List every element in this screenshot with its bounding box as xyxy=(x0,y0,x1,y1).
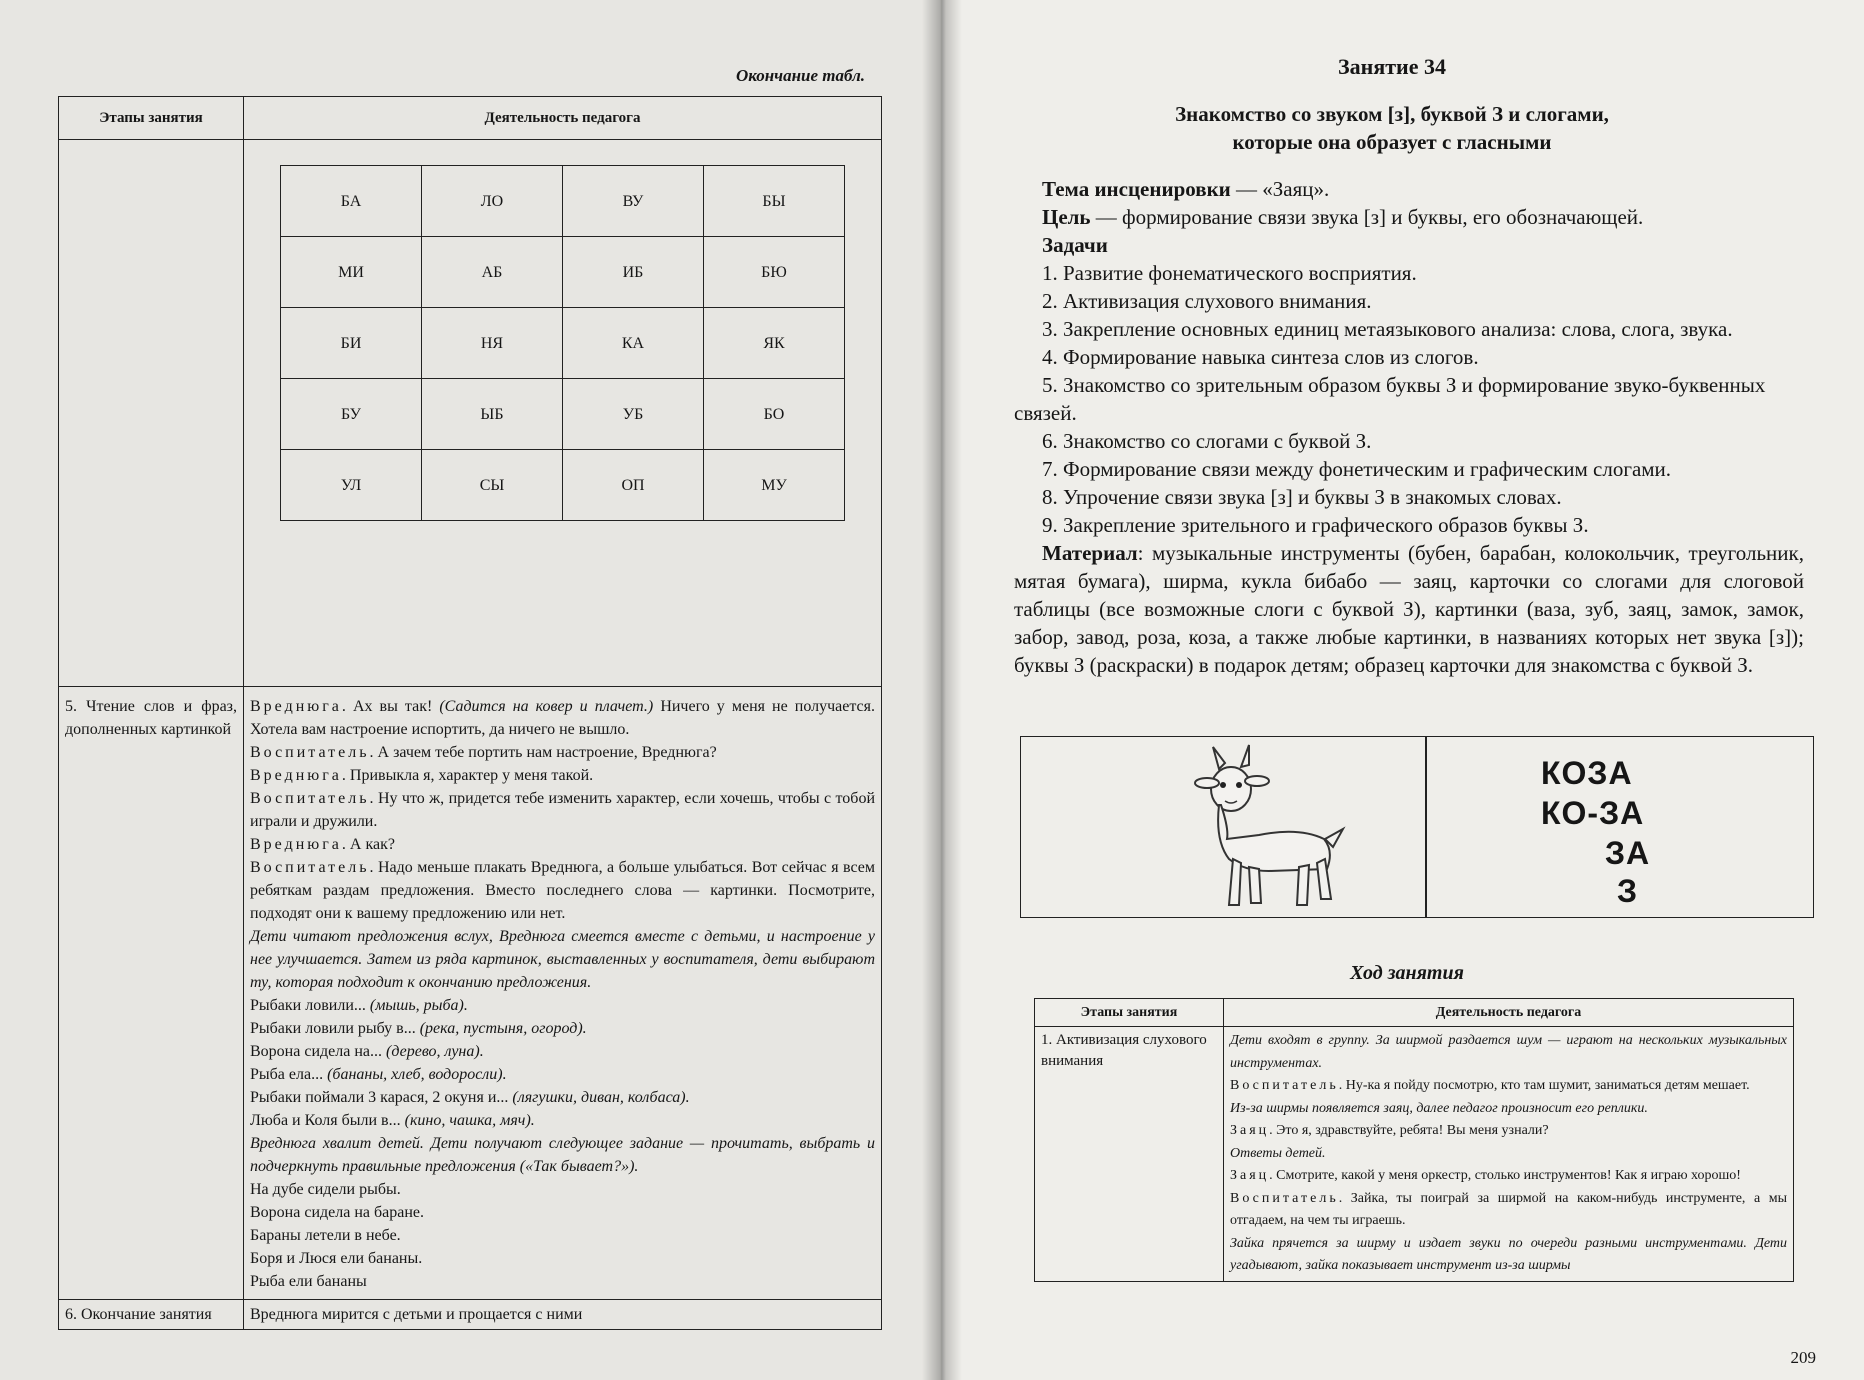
header-stages: Этапы занятия xyxy=(59,97,244,140)
sentence: Боря и Люся ели бананы. xyxy=(250,1250,423,1267)
lesson-subtitle-1: Знакомство со звуком [з], буквой З и слогами, xyxy=(1175,102,1609,126)
letter-card xyxy=(1020,736,1814,918)
course-heading: Ход занятия xyxy=(1350,962,1464,984)
stage6-text: Вреднюга мирится с детьми и прощается с ними xyxy=(244,1300,882,1330)
goal-value: — формирование связи звука [з] и буквы, его обозначающей. xyxy=(1090,205,1644,229)
task-item: 1. Развитие фонематического восприятия. xyxy=(1042,261,1417,285)
speech: . Ну-ка я пойду посмотрю, кто там шумит, заниматься детям мешает. xyxy=(1338,1078,1750,1093)
task-item: 9. Закрепление зрительного и графического образов буквы З. xyxy=(1042,513,1589,537)
syllable-cell: БЫ xyxy=(704,166,845,237)
speaker: Заяц xyxy=(1230,1168,1270,1183)
sentence xyxy=(250,1086,875,1109)
italic-note-1: Дети читают предложения вслух, Вреднюга смеется вместе с детьми, и настроение у нее улучшается. Затем из ряда картинок, выставленных у воспитателя, дети выбирают ту, которая подходит к окончанию предложения. xyxy=(250,928,875,991)
lesson-table-right xyxy=(1034,998,1794,1282)
stage-direction: (Садится на ковер и плачет.) xyxy=(439,698,654,715)
speaker: Воспитатель xyxy=(1230,1078,1339,1093)
task-item: 2. Активизация слухового внимания. xyxy=(1042,289,1372,313)
card-word-1: КОЗА xyxy=(1541,755,1633,791)
speech: . А как? xyxy=(341,836,395,853)
stage1-line-4 xyxy=(1230,1188,1787,1233)
stage1-activity xyxy=(1224,1027,1794,1282)
speech: . Ах вы так! xyxy=(341,698,440,715)
sentence xyxy=(250,1017,875,1040)
sentence-text: Рыбаки ловили рыбу в... xyxy=(250,1020,416,1037)
syllable-cell: БИ xyxy=(281,308,422,379)
card-word-3: ЗА xyxy=(1605,835,1651,871)
goat-eye-right xyxy=(1236,782,1242,788)
sentence xyxy=(250,1063,875,1086)
speech: . Смотрите, какой у меня оркестр, столько инструментов! Как я играю хорошо! xyxy=(1269,1168,1741,1183)
activity-cell-grid xyxy=(244,140,882,687)
sentence-options: (мышь, рыба). xyxy=(369,997,468,1014)
lesson-body xyxy=(1014,175,1804,679)
card-word-4: З xyxy=(1617,873,1639,909)
goal-label: Цель xyxy=(1042,205,1091,229)
speaker: Воспитатель xyxy=(1230,1190,1339,1206)
goal-line xyxy=(1014,203,1804,231)
syllable-cell: АБ xyxy=(422,237,563,308)
card-divider xyxy=(1425,737,1427,917)
syllable-row xyxy=(281,166,845,237)
lesson-subtitle-2: которые она образует с гласными xyxy=(1232,130,1552,154)
dialogue-line xyxy=(250,833,875,856)
right-page xyxy=(942,0,1864,1380)
syllable-cell: ОП xyxy=(563,450,704,521)
task-item: 7. Формирование связи между фонетическим и графическим слогами. xyxy=(1042,457,1672,481)
table-row-stage6 xyxy=(59,1300,882,1330)
speaker: Воспитатель xyxy=(250,744,370,761)
speaker: Воспитатель xyxy=(250,859,370,876)
speaker: Воспитатель xyxy=(250,790,370,807)
page-number: 209 xyxy=(1790,1348,1816,1367)
speech: . Это я, здравствуйте, ребята! Вы меня узнали? xyxy=(1269,1123,1549,1138)
speech: . Надо меньше плакать Вреднюга, а больше улыбаться. Вот сейчас я всем ребяткам раздам предложения. Вместо последнего слова — картинки. Посмотрите, подходят они к вашему предложению или нет. xyxy=(250,859,875,922)
theme-label: Тема инсценировки xyxy=(1042,177,1231,201)
sentence-text: Рыба ела... xyxy=(250,1066,324,1083)
sentence xyxy=(250,1109,875,1132)
table-row-stage1 xyxy=(1035,1027,1794,1282)
stage1-line-1 xyxy=(1230,1075,1787,1098)
sentence-text: Люба и Коля были в... xyxy=(250,1112,401,1129)
dialogue-lines xyxy=(250,695,875,925)
sentences-group-2 xyxy=(250,1178,875,1293)
lesson-title: Занятие 34 xyxy=(1338,54,1446,79)
syllable-cell: ИБ xyxy=(563,237,704,308)
stage-cell-empty xyxy=(59,140,244,687)
syllable-row xyxy=(281,379,845,450)
sentence-options: (река, пустыня, огород). xyxy=(419,1020,587,1037)
sentence xyxy=(250,994,875,1017)
syllable-cell: ЯК xyxy=(704,308,845,379)
theme-value: — «Заяц». xyxy=(1230,177,1330,201)
speech: . Привыкла я, характер у меня такой. xyxy=(341,767,594,784)
goat-eye-left xyxy=(1220,782,1226,788)
sentence-text: Рыбаки ловили... xyxy=(250,997,366,1014)
header-activity: Деятельность педагога xyxy=(1224,999,1794,1027)
syllable-row xyxy=(281,308,845,379)
stage1-note-3: Ответы детей. xyxy=(1230,1145,1326,1161)
card-word-2: КО-ЗА xyxy=(1541,795,1645,831)
sentence-text: Ворона сидела на... xyxy=(250,1043,382,1060)
header-stages: Этапы занятия xyxy=(1035,999,1224,1027)
task-item: 4. Формирование навыка синтеза слов из слогов. xyxy=(1042,345,1479,369)
stage1-note-1: Дети входят в группу. За ширмой раздается шум — играют на нескольких музыкальных инструментах. xyxy=(1230,1033,1787,1071)
speaker: Вреднюга xyxy=(250,698,342,715)
stage1-note-2: Из-за ширмы появляется заяц, далее педагог произносит его реплики. xyxy=(1230,1100,1648,1116)
stage1-title: 1. Активизация слухового внимания xyxy=(1035,1027,1224,1282)
sentence: Бараны летели в небе. xyxy=(250,1227,401,1244)
syllable-cell: БА xyxy=(281,166,422,237)
syllable-row xyxy=(281,450,845,521)
dialogue-line xyxy=(250,695,875,741)
syllable-cell: БУ xyxy=(281,379,422,450)
syllable-cell: СЫ xyxy=(422,450,563,521)
sentence: Ворона сидела на баране. xyxy=(250,1204,424,1221)
syllable-cell: КА xyxy=(563,308,704,379)
dialogue-line xyxy=(250,787,875,833)
speech: . Зайка, ты поиграй за ширмой на каком-нибудь инструменте, а мы отгадаем, на чем ты играешь. xyxy=(1230,1190,1787,1228)
task-item: 6. Знакомство со слогами с буквой З. xyxy=(1042,429,1372,453)
speaker: Вреднюга xyxy=(250,836,342,853)
speaker: Вреднюга xyxy=(250,767,342,784)
stage5-title: 5. Чтение слов и фраз, дополненных картинкой xyxy=(59,687,244,1300)
syllable-cell: МУ xyxy=(704,450,845,521)
stage6-title: 6. Окончание занятия xyxy=(59,1300,244,1330)
sentence xyxy=(250,1040,875,1063)
sentence-options: (бананы, хлеб, водоросли). xyxy=(327,1066,507,1083)
table-row-stage5 xyxy=(59,687,882,1300)
dialogue-line xyxy=(250,741,875,764)
syllable-cell: УЛ xyxy=(281,450,422,521)
sentence: На дубе сидели рыбы. xyxy=(250,1181,401,1198)
sentence-text: Рыбаки поймали 3 карася, 2 окуня и... xyxy=(250,1089,509,1106)
sentence: Рыба ели бананы xyxy=(250,1273,367,1290)
speech-rest: Ничего у меня не получается. Хотела вам настроение испортить, да ничего не вышло. xyxy=(250,698,875,738)
syllable-cell: БЮ xyxy=(704,237,845,308)
speech: . А зачем тебе портить нам настроение, Вреднюга? xyxy=(369,744,717,761)
stage1-line-2 xyxy=(1230,1120,1787,1143)
syllable-row xyxy=(281,237,845,308)
material-paragraph xyxy=(1014,539,1804,679)
sentences-group-1 xyxy=(250,994,875,1132)
stage1-note-4: Зайка прячется за ширму и издает звуки по очереди разными инструментами. Дети угадывают, зайка показывает инструмент из-за ширмы xyxy=(1230,1235,1787,1273)
syllable-cell: ЫБ xyxy=(422,379,563,450)
table-row-grid xyxy=(59,140,882,687)
material-label: Материал xyxy=(1042,541,1138,565)
header-activity: Деятельность педагога xyxy=(244,97,882,140)
stage1-line-3 xyxy=(1230,1165,1787,1188)
tasks-list xyxy=(1014,259,1804,539)
sentence-options: (кино, чашка, мяч). xyxy=(404,1112,535,1129)
syllable-cell: МИ xyxy=(281,237,422,308)
dialogue-line xyxy=(250,764,875,787)
syllable-grid xyxy=(280,165,845,521)
stage5-activity xyxy=(244,687,882,1300)
speaker: Заяц xyxy=(1230,1123,1270,1138)
italic-note-2: Вреднюга хвалит детей. Дети получают следующее задание — прочитать, выбрать и подчеркнуть правильные предложения («Так бывает?»). xyxy=(250,1135,875,1175)
sentence-options: (дерево, луна). xyxy=(386,1043,484,1060)
syllable-cell: ВУ xyxy=(563,166,704,237)
syllable-cell: ЛО xyxy=(422,166,563,237)
goat-image xyxy=(1149,739,1349,915)
material-text: : музыкальные инструменты (бубен, барабан, колокольчик, треугольник, мятая бумага), ширма, кукла бибабо — заяц, карточки со слогами для слоговой таблицы (все возможные слоги с буквой З), картинки (ваза, зуб, заяц, замок, замок, забор, завод, роза, коза, а также любые картинки, в названиях которых нет звука [з]); буквы З (раскраски) в подарок детям; образец карточки для знакомства с буквой З. xyxy=(1014,541,1804,677)
syllable-cell: УБ xyxy=(563,379,704,450)
task-item: 8. Упрочение связи звука [з] и буквы З в знакомых словах. xyxy=(1042,485,1562,509)
table-header-row xyxy=(1035,999,1794,1027)
theme-line xyxy=(1014,175,1804,203)
task-item: 5. Знакомство со зрительным образом буквы З и формирование звуко-буквенных связей. xyxy=(1014,373,1766,425)
syllable-cell: БО xyxy=(704,379,845,450)
dialogue-line xyxy=(250,856,875,925)
continuation-label: Окончание табл. xyxy=(736,66,866,85)
speech: . Ну что ж, придется тебе изменить характер, если хочешь, чтобы с тобой играли и дружили. xyxy=(250,790,875,830)
tasks-label: Задачи xyxy=(1042,233,1108,257)
task-item: 3. Закрепление основных единиц метаязыкового анализа: слова, слога, звука. xyxy=(1042,317,1733,341)
syllable-cell: НЯ xyxy=(422,308,563,379)
sentence-options: (лягушки, диван, колбаса). xyxy=(512,1089,690,1106)
lesson-table-left xyxy=(58,96,882,1330)
table-header-row xyxy=(59,97,882,140)
